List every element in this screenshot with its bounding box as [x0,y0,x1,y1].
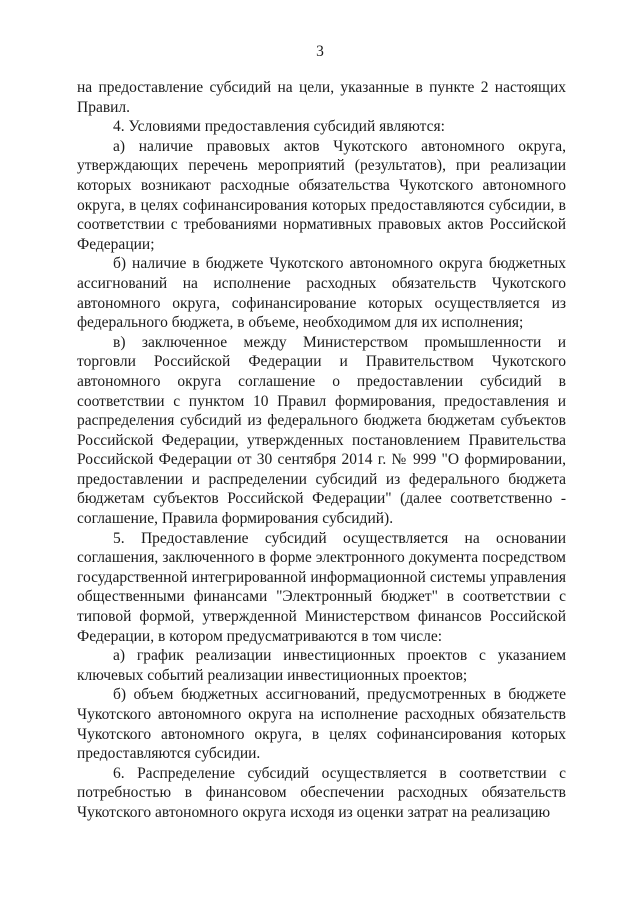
paragraph-clause-4b: б) наличие в бюджете Чукотского автономного округа бюджетных ассигнований на исполнение расходных обязательств Чукотского автономного округа, софинансирование которых осуществляется из федерального бюджета, в объеме, необходимом для их исполнения; [77,255,566,332]
paragraph-clause-4a: а) наличие правовых актов Чукотского автономного округа, утверждающих перечень мероприятий (результатов), при реализации которых возникают расходные обязательства Чукотского автономного округа, в целях софинансирования которых предоставляются субсидии, в соответствии с требованиями нормативных правовых актов Российской Федерации; [77,137,566,253]
page-number: 3 [316,43,324,60]
document-body [77,78,566,823]
paragraph-clause-5b: б) объем бюджетных ассигнований, предусмотренных в бюджете Чукотского автономного округа на исполнение расходных обязательств Чукотского автономного округа, в целях софинансирования которых предоставляются субсидии. [77,686,566,763]
paragraph-clause-4c: в) заключенное между Министерством промышленности и торговли Российской Федерации и Правительством Чукотского автономного округа соглашение о предоставлении субсидий в соответствии с пунктом 10 Правил формирования, предоставления и распределения субсидий из федерального бюджета бюджетам субъектов Российской Федерации, утвержденных постановлением Правительства Российской Федерации от 30 сентября 2014 г. № 999 "О формировании, предоставлении и распределении субсидий из федерального бюджета бюджетам субъектов Российской Федерации" (далее соответственно - соглашение, Правила формирования субсидий). [77,333,566,528]
paragraph-clause-4: 4. Условиями предоставления субсидий являются: [113,118,445,136]
paragraph-clause-5: 5. Предоставление субсидий осуществляется на основании соглашения, заключенного в форме электронного документа посредством государственной интегрированной информационной системы управления общественными финансами "Электронный бюджет" в соответствии с типовой формой, утвержденной Министерством финансов Российской Федерации, в котором предусматриваются в том числе: [77,529,566,645]
paragraph-clause-5a: а) график реализации инвестиционных проектов с указанием ключевых событий реализации инвестиционных проектов; [77,647,566,684]
paragraph-clause-6: 6. Распределение субсидий осуществляется в соответствии с потребностью в финансовом обеспечении расходных обязательств Чукотского автономного округа исходя из оценки затрат на реализацию [77,764,566,821]
paragraph-continuation: на предоставление субсидий на цели, указанные в пункте 2 настоящих Правил. [77,79,566,116]
